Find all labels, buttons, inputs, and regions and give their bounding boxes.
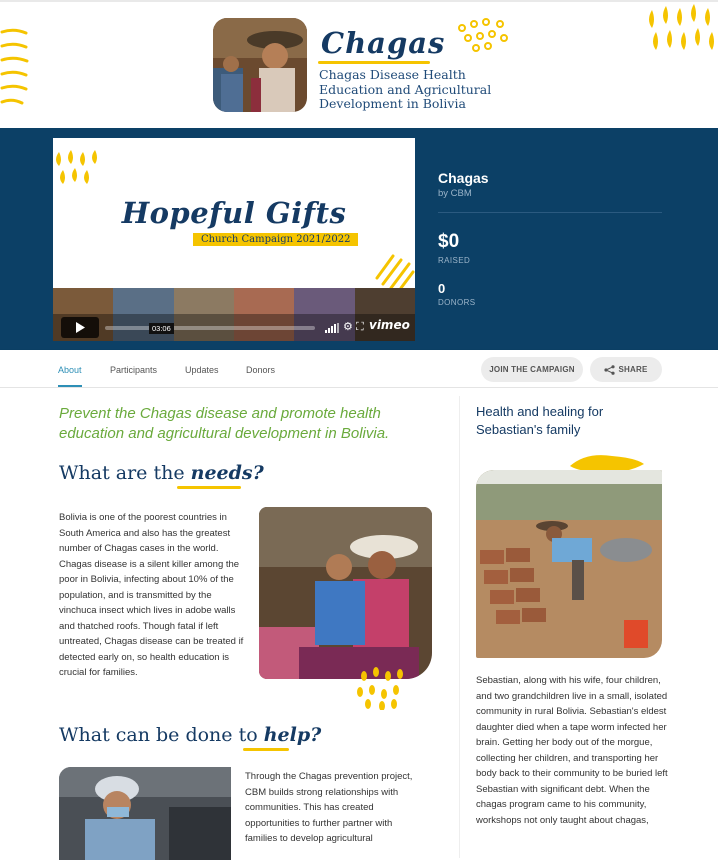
share-icon (604, 365, 615, 375)
campaign-summary-band (0, 128, 718, 350)
needs-paragraph: Bolivia is one of the poorest countries in South America and also has the greatest number of Chagas cases in the world. Chagas disease is a silent killer among the poor in Bolivia, infecting about 10% of the population, and is transmitted by the vinchuca insect which lives in adobe walls and thatched roofs. Though fatal if left untreated, Chagas disease can be treated if detected early on, so health education is crucial for families. (59, 512, 244, 678)
needs-underline (177, 486, 241, 489)
vimeo-logo[interactable]: vimeo (369, 318, 410, 332)
campaign-name: Chagas (438, 170, 489, 186)
sidebar-story-title[interactable]: Health and healing for Sebastian's family (476, 404, 604, 437)
about-content (0, 388, 718, 860)
video-progress-bar[interactable] (105, 324, 315, 333)
header-banner (0, 0, 718, 128)
needs-heading-prefix: What are the (59, 462, 185, 484)
video-title: Hopeful Gifts (121, 196, 347, 230)
decorative-dots (456, 16, 512, 56)
campaign-tagline: Prevent the Chagas disease and promote health education and agricultural development in Bolivia. (59, 405, 390, 442)
decorative-dots-yellow (354, 666, 410, 710)
tab-donors[interactable]: Donors (246, 365, 276, 375)
video-subtitle: Church Campaign 2021/2022 (193, 233, 358, 246)
settings-icon[interactable]: ⚙ (343, 321, 353, 333)
sidebar-story-text: Sebastian, along with his wife, four children, and two grandchildren live in a small, isolated community in rural Bolivia. Sebastian's eldest daughter died when a tape worm infected her brain. Getting her body out of the morgue, collecting her children, and transporting her body back to their community to be buried left Sebastian with significant debt. When the chagas program came to his community, workshops not only taught about chagas, (476, 675, 668, 826)
help-heading-emphasis: help? (263, 724, 322, 746)
video-decorative-wheat (53, 150, 99, 190)
campaign-tab-bar (0, 350, 718, 388)
help-underline (243, 748, 289, 751)
active-tab-indicator (58, 385, 82, 387)
column-divider (459, 396, 460, 858)
play-icon (75, 322, 85, 333)
brand-title: Chagas (321, 26, 446, 60)
video-duration: 03:06 (149, 323, 174, 334)
play-button[interactable] (61, 317, 99, 338)
help-heading-prefix: What can be done to (59, 724, 258, 746)
mother-and-child-photo (259, 507, 432, 679)
sebastian-building-photo (476, 470, 662, 658)
needs-heading-emphasis: needs? (190, 462, 264, 484)
tab-participants[interactable]: Participants (110, 365, 158, 375)
brand-subtitle: Chagas Disease Health Education and Agricultural Development in Bolivia (319, 67, 492, 111)
tab-updates[interactable]: Updates (185, 365, 219, 375)
help-paragraph: Through the Chagas prevention project, CBM builds strong relationships with communities. This has created opportunities to further partner with families to develop agricultural (245, 771, 413, 844)
share-button[interactable] (590, 357, 662, 382)
join-campaign-button[interactable] (481, 357, 583, 382)
brand-underline (318, 61, 430, 64)
share-label: SHARE (618, 365, 648, 374)
decorative-wheat-right (646, 2, 718, 66)
tab-about[interactable]: About (58, 365, 82, 375)
donors-count: 0 (438, 281, 446, 296)
video-decorative-stripes (371, 248, 415, 290)
lab-worker-photo (59, 767, 231, 860)
help-heading (59, 724, 321, 746)
campaign-hero-photo (213, 18, 307, 112)
donors-label: DONORS (438, 298, 476, 307)
raised-amount: $0 (438, 231, 460, 252)
campaign-owner: by CBM (438, 188, 472, 199)
raised-label: RAISED (438, 256, 471, 265)
campaign-video-player[interactable] (53, 138, 415, 341)
volume-icon[interactable] (325, 323, 339, 333)
needs-heading (59, 462, 264, 484)
decorative-stripes-left (0, 24, 32, 124)
video-controls (53, 314, 415, 341)
stats-divider (438, 212, 662, 213)
join-campaign-label: JOIN THE CAMPAIGN (489, 365, 575, 374)
fullscreen-icon[interactable]: ⛶ (356, 321, 364, 333)
